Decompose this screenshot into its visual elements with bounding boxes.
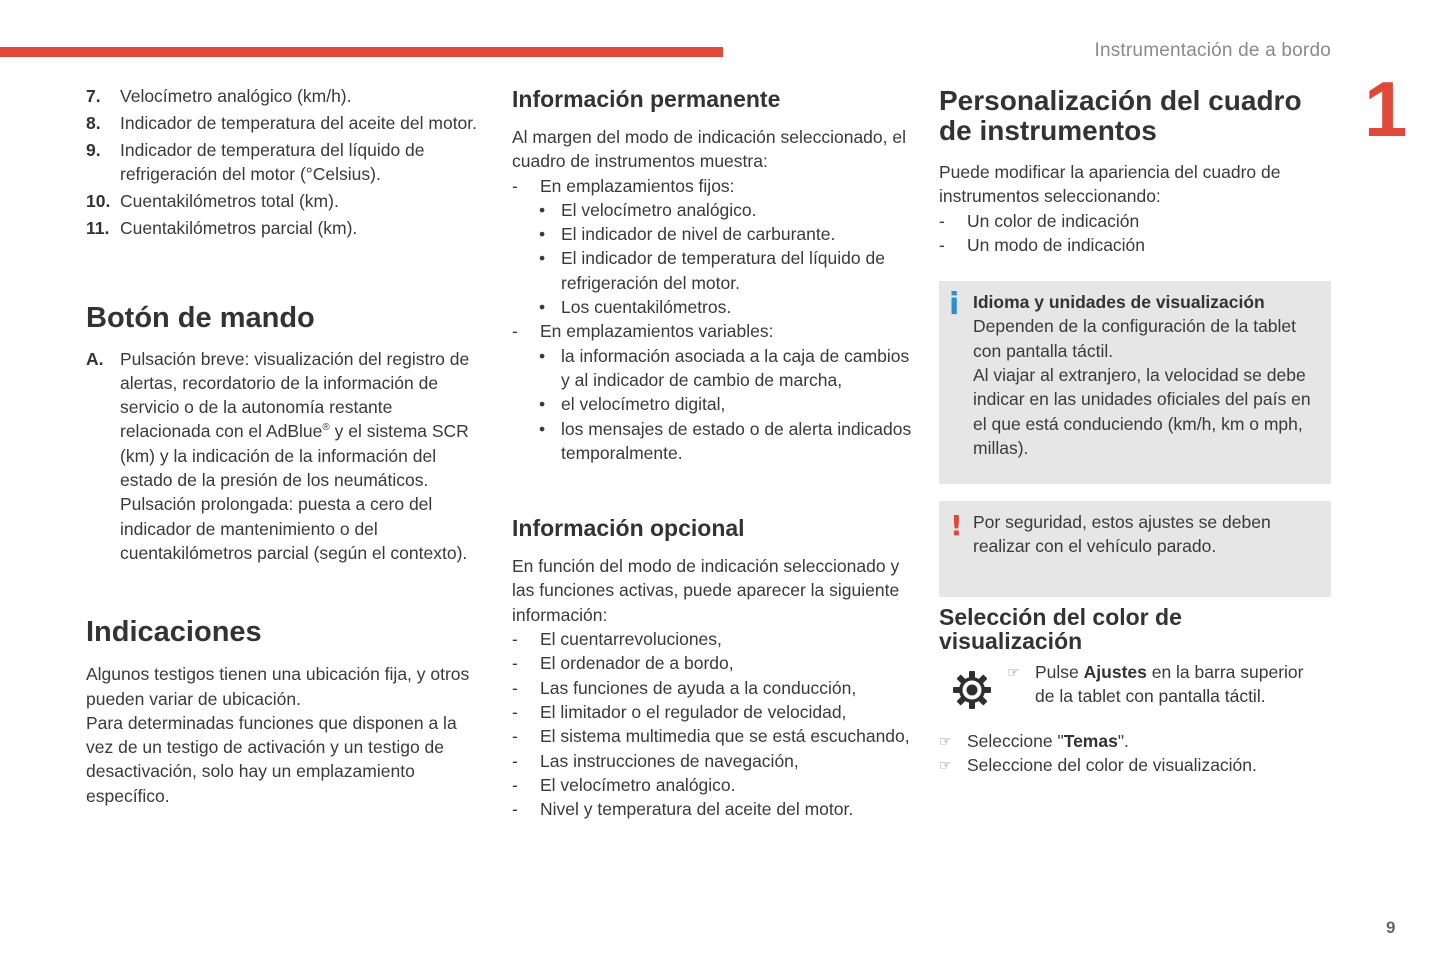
list-item: - El cuentarrevoluciones,: [512, 629, 722, 650]
paragraph: En función del modo de indicación seleccionado y las funciones activas, puede aparecer la siguiente información:: [512, 556, 900, 625]
section-title-boton: Botón de mando: [86, 301, 315, 334]
column-right: [939, 84, 1331, 778]
pointing-hand-icon: ☞: [939, 757, 952, 774]
info-box: [939, 281, 1331, 484]
pointing-hand-icon: ☞: [939, 733, 952, 750]
list-item: - El limitador o el regulador de velocidad,: [512, 701, 847, 722]
info-icon: i: [949, 287, 960, 323]
warning-icon: !: [950, 509, 963, 543]
list-item: 10. Cuentakilómetros total (km).: [86, 191, 339, 212]
list-item: 11. Cuentakilómetros parcial (km).: [86, 218, 358, 239]
list-item: - Un color de indicación: [939, 210, 1140, 231]
chapter-number: 1: [1364, 65, 1408, 153]
list-item: • El indicador de temperatura del líquido de refrigeración del motor.: [539, 248, 885, 293]
list-item: - En emplazamientos fijos:: [512, 175, 735, 196]
paragraph: Algunos testigos tienen una ubicación fija, y otros pueden variar de ubicación.: [86, 664, 470, 709]
paragraph: Puede modificar la apariencia del cuadro de instrumentos seleccionando:: [939, 162, 1281, 207]
list-item: 9. Indicador de temperatura del líquido de refrigeración del motor (°Celsius).: [86, 139, 425, 185]
column-middle: [512, 84, 912, 821]
running-title: Instrumentación de a bordo: [1094, 40, 1331, 61]
paragraph: Para determinadas funciones que disponen a la vez de un testigo de activación y un testigo de desactivación, solo hay un emplazamiento específico.: [86, 712, 457, 806]
column-left: [86, 84, 481, 808]
list-item: - Las instrucciones de navegación,: [512, 750, 799, 771]
list-item: - Nivel y temperatura del aceite del motor.: [512, 799, 854, 820]
list-item: • los mensajes de estado o de alerta indicados temporalmente.: [539, 418, 912, 463]
section-title-permanente: Información permanente: [512, 86, 781, 112]
warning-text: Por seguridad, estos ajustes se deben realizar con el vehículo parado.: [973, 512, 1271, 557]
gear-icon: [951, 669, 993, 711]
list-item: • el velocímetro digital,: [539, 394, 726, 415]
numbered-list: [86, 84, 481, 241]
boton-description: A. Pulsación breve: visualización del registro de alertas, recordatorio de la información de servicio o de la autonomía restante relacionada con el AdBlue® y el sistema SCR (km) y la indicación de la información del estado de la presión de los neumáticos. Pulsación prolongada: puesta a cero del indicador de mantenimiento o del cuentakilómetros parcial (según el contexto).: [86, 348, 470, 563]
paragraph: Al margen del modo de indicación seleccionado, el cuadro de instrumentos muestra:: [512, 127, 906, 172]
step-item: ☞ Seleccione "Temas".: [939, 729, 1331, 753]
list-item: • El velocímetro analógico.: [539, 199, 757, 220]
header-accent-bar: [0, 47, 723, 57]
section-title-color: Selección del color de visualización: [939, 604, 1182, 655]
step-settings: ☞ Pulse Ajustes en la barra superior de la tablet con pantalla táctil.: [939, 663, 1331, 729]
section-title-personalizacion: Personalización del cuadro de instrumentos: [939, 85, 1302, 146]
paragraph: Dependen de la configuración de la tablet con pantalla táctil.: [973, 316, 1297, 361]
info-box-title: Idioma y unidades de visualización: [973, 292, 1265, 313]
list-item: - En emplazamientos variables:: [512, 321, 774, 342]
warning-box: [939, 501, 1331, 597]
list-item: 8. Indicador de temperatura del aceite del motor.: [86, 112, 478, 133]
paragraph: Al viajar al extranjero, la velocidad se debe indicar en las unidades oficiales del país en el que está conduciendo (km/h, km o mph, millas).: [973, 365, 1311, 458]
page-number: 9: [1386, 918, 1396, 937]
list-item: - Las funciones de ayuda a la conducción,: [512, 677, 857, 698]
list-item: - El velocímetro analógico.: [512, 774, 736, 795]
pointing-hand-icon: ☞: [1007, 664, 1020, 681]
list-item: • El indicador de nivel de carburante.: [539, 224, 836, 245]
list-item: • Los cuentakilómetros.: [539, 297, 732, 318]
list-item: 7. Velocímetro analógico (km/h).: [86, 86, 352, 106]
list-item: - Un modo de indicación: [939, 234, 1146, 255]
list-item: - El ordenador de a bordo,: [512, 653, 734, 674]
step-item: ☞ Seleccione del color de visualización.: [939, 753, 1331, 777]
list-item: • la información asociada a la caja de cambios y al indicador de cambio de marcha,: [539, 345, 910, 390]
list-item: - El sistema multimedia que se está escuchando,: [512, 726, 910, 747]
section-title-opcional: Información opcional: [512, 515, 745, 542]
section-title-indicaciones: Indicaciones: [86, 616, 262, 649]
